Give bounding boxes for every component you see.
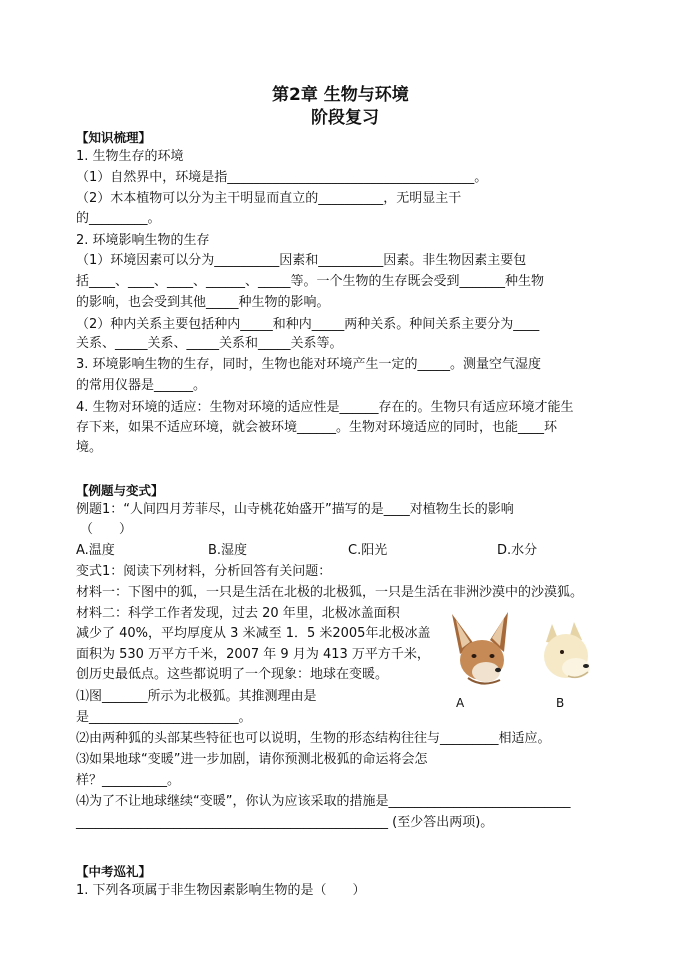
knowledge-line: （2）种内关系主要包括种内_____和种内_____两种关系。种间关系主要分为____ bbox=[76, 317, 540, 332]
option-a: A.温度 bbox=[76, 543, 115, 558]
knowledge-line: 境。 bbox=[76, 440, 103, 455]
knowledge-line: 括____、____、____、______、_____等。一个生物的生存既会受到_______种生物 bbox=[76, 274, 545, 289]
knowledge-line: （2）木本植物可以分为主干明显而直立的__________，无明显主干 bbox=[76, 191, 462, 206]
knowledge-line: 的影响，也会受到其他_____种生物的影响。 bbox=[76, 295, 330, 310]
exam-heading: 【中考巡礼】 bbox=[76, 864, 152, 879]
material-two-line: 材料二：科学工作者发现，过去 20 年里，北极冰盖面积 bbox=[76, 606, 400, 621]
material-two-line: 创历史最低点。这些都说明了一个现象：地球在变暖。 bbox=[76, 667, 389, 682]
knowledge-heading: 【知识梳理】 bbox=[76, 130, 152, 145]
knowledge-line: 存下来，如果不适应环境，就会被环境______。生物对环境适应的同时，也能____环 bbox=[76, 420, 558, 435]
answer-paren: （ ） bbox=[80, 522, 133, 537]
knowledge-line: 4. 生物对环境的适应：生物对环境的适应性是______存在的。生物只有适应环境才能生 bbox=[76, 400, 574, 415]
knowledge-line: （1）环境因素可以分为__________因素和__________因素。非生物因素主要包 bbox=[76, 253, 527, 268]
exam-question: 1. 下列各项属于非生物因素影响生物的是（ ） bbox=[76, 883, 366, 898]
sub-question: 是_______________________。 bbox=[76, 710, 252, 725]
page-subtitle: 阶段复习 bbox=[311, 108, 379, 128]
fox-a-label: A bbox=[456, 696, 465, 710]
option-b: B.湿度 bbox=[208, 543, 248, 558]
example-question: 例题1：“人间四月芳菲尽，山寺桃花始盛开”描写的是____对植物生长的影响 bbox=[76, 502, 514, 517]
sub-question: ________________________________________________ (至少答出两项)。 bbox=[76, 815, 494, 830]
knowledge-line: 关系、_____关系、_____关系和_____关系等。 bbox=[76, 336, 343, 351]
material-two-line: 减少了 40%，平均厚度从 3 米减至 1．5 米2005年北极冰盖 bbox=[76, 626, 431, 641]
knowledge-line: 1. 生物生存的环境 bbox=[76, 149, 184, 164]
sub-question: 样？__________。 bbox=[76, 773, 181, 788]
material-one: 材料一：下图中的狐，一只是生活在北极的北极狐，一只是生活在非洲沙漠中的沙漠狐。 bbox=[76, 585, 584, 600]
knowledge-line: 的_________。 bbox=[76, 211, 161, 226]
sub-question: ⑶如果地球“变暖”进一步加剧，请你预测北极狐的命运将会怎 bbox=[76, 752, 428, 767]
option-c: C.阳光 bbox=[348, 543, 388, 558]
fox-b-label: B bbox=[556, 696, 565, 710]
sub-question: ⑷为了不让地球继续“变暖”，你认为应该采取的措施是____________________________ bbox=[76, 794, 571, 809]
knowledge-line: 3. 环境影响生物的生存，同时，生物也能对环境产生一定的_____。测量空气湿度 bbox=[76, 357, 542, 372]
sub-question: ⑵由两种狐的头部某些特征也可以说明，生物的形态结构往往与_________相适应。 bbox=[76, 731, 551, 746]
examples-heading: 【例题与变式】 bbox=[76, 483, 164, 498]
material-two-line: 面积为 530 万平方千米，2007 年 9 月为 413 万平方千米， bbox=[76, 647, 430, 662]
knowledge-line: 2. 环境影响生物的生存 bbox=[76, 233, 210, 248]
desert-fox-image bbox=[446, 610, 518, 690]
knowledge-line: 的常用仪器是______。 bbox=[76, 378, 207, 393]
knowledge-line: （1）自然界中，环境是指______________________________________。 bbox=[76, 170, 488, 185]
page-title: 第2章 生物与环境 bbox=[272, 85, 409, 105]
option-d: D.水分 bbox=[497, 543, 538, 558]
arctic-fox-image bbox=[538, 620, 596, 690]
variant-intro: 变式1：阅读下列材料，分析回答有关问题： bbox=[76, 564, 332, 579]
sub-question: ⑴图_______所示为北极狐。其推测理由是 bbox=[76, 689, 317, 704]
